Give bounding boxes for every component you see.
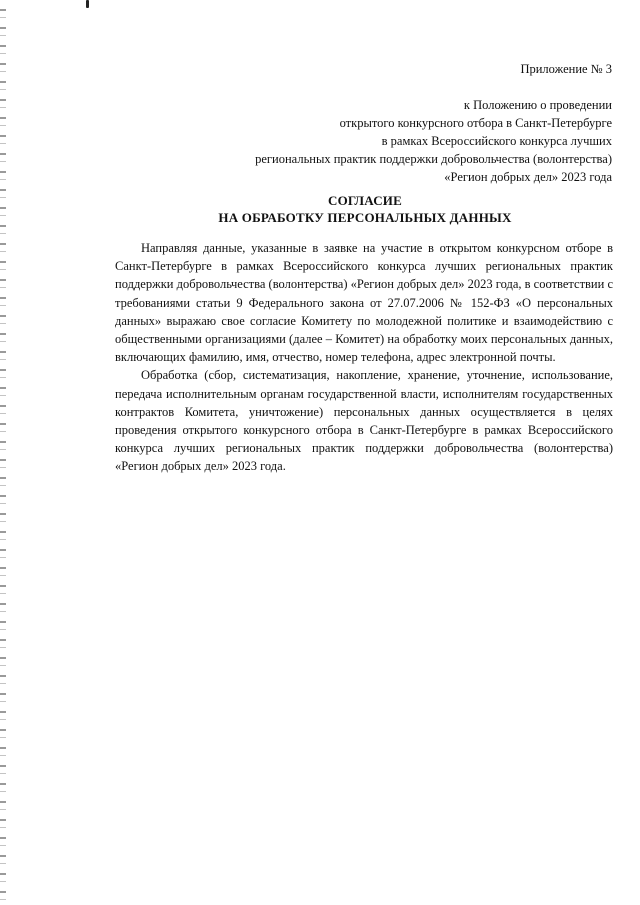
addressee-line: региональных практик поддержки добровольчества (волонтерства) bbox=[255, 152, 612, 166]
body-paragraph: Обработка (сбор, систематизация, накопление, хранение, уточнение, использование, передача исполнительным органам государственной власти, исполнителям государственных контрактов Комитета, уничтожение) персональных данных осуществляется в целях проведения открытого конкурсного отбора в Санкт-Петербурге в рамках Всероссийского конкурса лучших региональных практик поддержки добровольчества (волонтерства) «Регион добрых дел» 2023 года. bbox=[115, 368, 613, 474]
scan-border bbox=[0, 0, 6, 905]
addressee-block bbox=[255, 96, 612, 186]
addressee-line: открытого конкурсного отбора в Санкт-Петербурге bbox=[339, 116, 612, 130]
addressee-line: к Положению о проведении bbox=[463, 98, 612, 112]
appendix-number: Приложение № 3 bbox=[520, 62, 612, 76]
addressee-line: в рамках Всероссийского конкурса лучших bbox=[381, 134, 612, 148]
addressee-line: «Регион добрых дел» 2023 года bbox=[444, 170, 612, 184]
body-paragraph: Направляя данные, указанные в заявке на участие в открытом конкурсном отборе в Санкт-Петербурге в рамках Всероссийского конкурса лучших региональных практик поддержки добровольчества (волонтерства) «Регион добрых дел» 2023 года, в соответствии с требованиями статьи 9 Федерального закона от 27.07.2006 № 152-ФЗ «О персональных данных» выражаю свое согласие Комитету по молодежной политике и взаимодействию с общественными организациями (далее – Комитет) на обработку моих персональных данных, включающих фамилию, имя, отчество, номер телефона, адрес электронной почты. bbox=[115, 241, 613, 365]
title-line: СОГЛАСИЕ bbox=[327, 193, 402, 208]
document-body bbox=[115, 239, 613, 476]
document-title bbox=[0, 192, 640, 226]
scan-mark bbox=[86, 0, 89, 8]
title-line: НА ОБРАБОТКУ ПЕРСОНАЛЬНЫХ ДАННЫХ bbox=[218, 210, 512, 225]
